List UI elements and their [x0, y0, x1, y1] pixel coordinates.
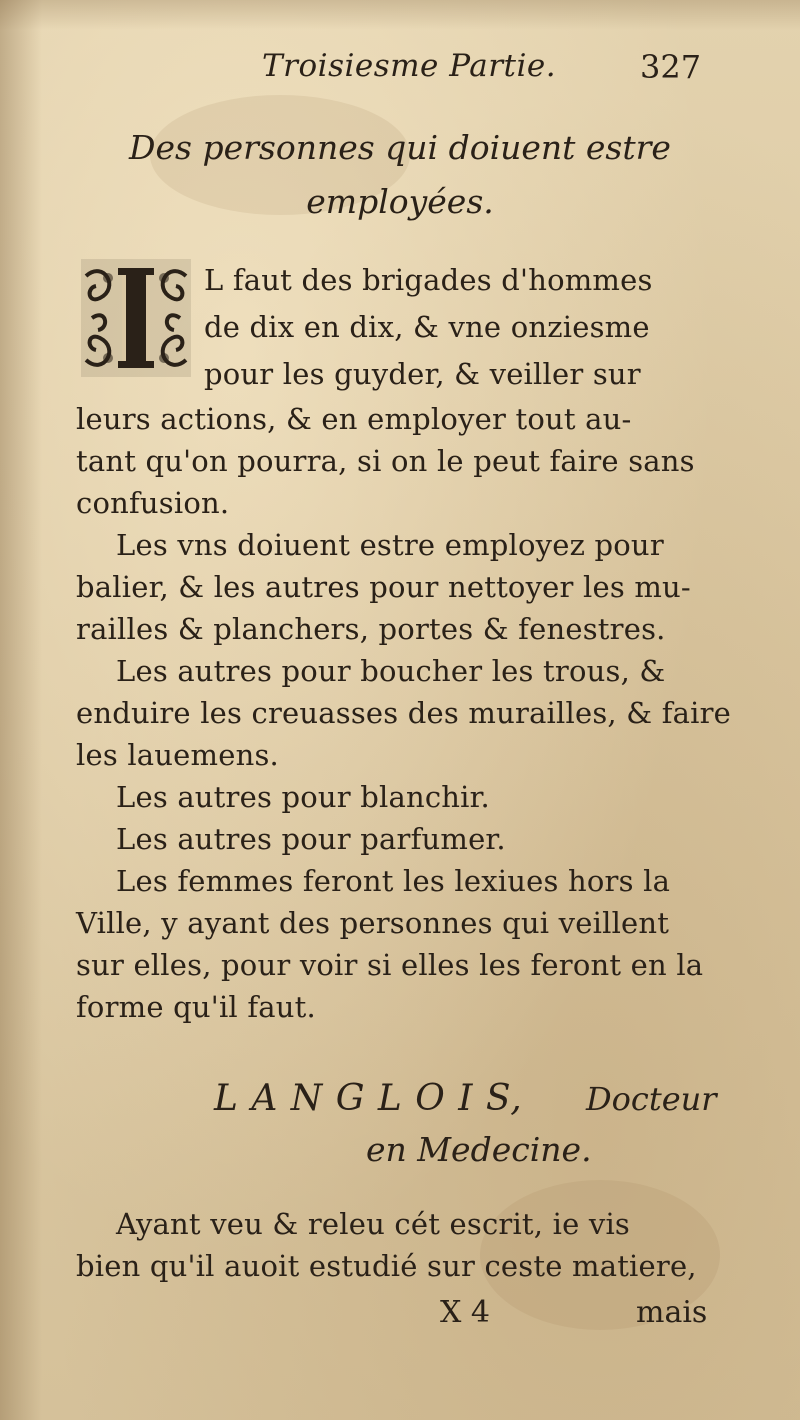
- text-line: pour les guyder, & veiller sur: [204, 357, 641, 391]
- text-line: Les autres pour parfumer.: [116, 822, 506, 856]
- page-number: 327: [640, 48, 702, 86]
- text-line: Ville, y ayant des personnes qui veillent: [76, 906, 670, 940]
- signature-title: Docteur: [586, 1080, 717, 1118]
- text-line: Ayant veu & releu cét escrit, ie vis: [116, 1207, 631, 1241]
- running-title: Troisiesme Partie.: [262, 48, 557, 84]
- section-title-line-2: employées.: [306, 182, 494, 221]
- text-line: railles & planchers, portes & fenestres.: [76, 612, 666, 646]
- text-line: sur elles, pour voir si elles les feront en la: [76, 948, 704, 982]
- text-line: de dix en dix, & vne onziesme: [204, 310, 650, 344]
- text-line: bien qu'il auoit estudié sur ceste matiere,: [76, 1249, 697, 1283]
- text-line: Les autres pour blanchir.: [116, 780, 490, 814]
- text-line: leurs actions, & en employer tout au-: [76, 402, 632, 436]
- text-line: enduire les creuasses des murailles, & faire: [76, 696, 732, 730]
- text-line: Les autres pour boucher les trous, &: [116, 654, 666, 688]
- signature-mark: X 4: [440, 1295, 490, 1330]
- text-line: forme qu'il faut.: [76, 990, 316, 1024]
- text-line: Les femmes feront les lexiues hors la: [116, 864, 671, 898]
- signature-qualification: en Medecine.: [366, 1130, 592, 1169]
- text-line: Les vns doiuent estre employez pour: [116, 528, 664, 562]
- text-line: les lauemens.: [76, 738, 279, 772]
- drop-cap-ornament: [80, 258, 192, 378]
- text-line: L faut des brigades d'hommes: [204, 263, 653, 297]
- catchword: mais: [636, 1295, 708, 1330]
- signature-name: L A N G L O I S,: [214, 1078, 523, 1119]
- text-line: confusion.: [76, 486, 230, 520]
- page-top-shadow: [0, 0, 800, 30]
- text-line: tant qu'on pourra, si on le peut faire sans: [76, 444, 695, 478]
- section-title-line-1: Des personnes qui doiuent estre: [129, 128, 671, 167]
- text-line: balier, & les autres pour nettoyer les mu-: [76, 570, 691, 604]
